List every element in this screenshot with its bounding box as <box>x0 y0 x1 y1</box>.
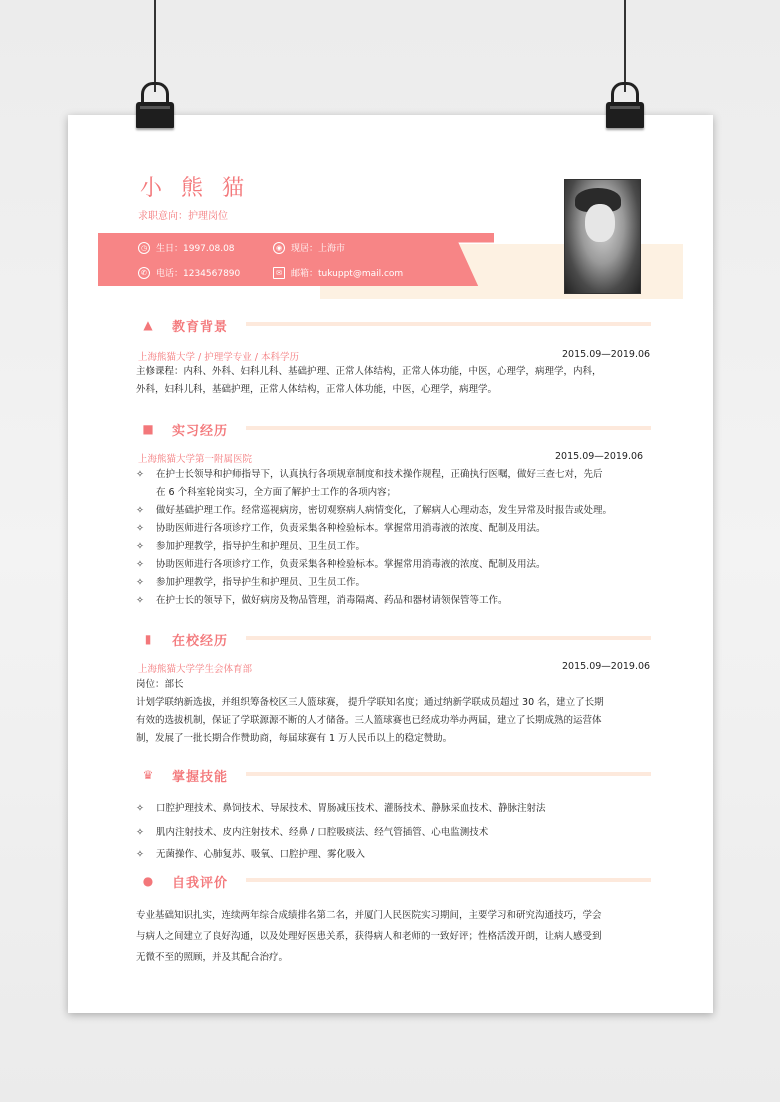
email-text: 邮箱：tukuppt@mail.com <box>291 269 404 279</box>
section-title: 实习经历 <box>172 423 229 439</box>
list-item: ✧ 无菌操作、心肺复苏、吸氧、口腔护理、雾化吸入 <box>136 849 366 860</box>
section-divider <box>246 878 651 882</box>
mail-icon: ✉ <box>273 267 285 279</box>
campus-date: 2015.09—2019.06 <box>562 661 651 672</box>
hanging-string-left <box>154 0 156 92</box>
residence-info <box>273 241 345 254</box>
hanging-string-right <box>624 0 626 92</box>
birth-info <box>138 241 235 254</box>
section-title: 教育背景 <box>172 319 229 335</box>
list-item: ✧ 参加护理教学，指导护生和护理员、卫生员工作。 <box>136 577 366 588</box>
section-divider <box>246 636 651 640</box>
candidate-name: 小 熊 猫 <box>140 176 250 201</box>
location-icon: ◉ <box>273 242 285 254</box>
job-intent: 求职意向：护理岗位 <box>138 211 228 222</box>
section-self-heading <box>140 872 228 890</box>
education-school: 上海熊猫大学 / 护理学专业 / 本科学历 <box>138 352 299 363</box>
section-divider <box>246 426 651 430</box>
campus-org: 上海熊猫大学学生会体育部 <box>138 664 253 675</box>
birth-text: 生日：1997.08.08 <box>156 244 235 254</box>
section-campus-heading <box>140 630 228 648</box>
campus-description: 计划学联纳新选拔，并组织筹备校区三人篮球赛， 提升学联知名度；通过纳新学联成员超过 30 名，建立了长期 有效的选拔机制，保证了学联源源不断的人才储备。三人篮球赛也已经成功举办两届，建立了长期成熟的运营体 制，发展了一批长期合作赞助商，每届球赛有 1 万人民币以上的稳定赞助。 <box>136 697 604 744</box>
campus-role: 岗位：部长 <box>136 679 184 690</box>
list-item: ✧ 在护士长领导和护师指导下，认真执行各项规章制度和技术操作规程，正确执行医嘱，做好三查七对，先后 <box>136 469 603 480</box>
list-item: ✧ 协助医师进行各项诊疗工作，负责采集各种检验标本。掌握常用消毒液的浓度、配制及用法。 <box>136 559 546 570</box>
section-skills-heading <box>140 766 228 784</box>
internship-date: 2015.09—2019.06 <box>555 451 644 462</box>
list-item: ✧ 协助医师进行各项诊疗工作，负责采集各种检验标本。掌握常用消毒液的浓度、配制及用法。 <box>136 523 546 534</box>
list-item: ✧ 在护士长的领导下，做好病房及物品管理，消毒隔离、药品和器材请领保管等工作。 <box>136 595 508 606</box>
clock-icon: ◷ <box>138 242 150 254</box>
list-item: ✧ 肌内注射技术、皮内注射技术、经鼻 / 口腔吸痰法、经气管插管、心电监测技术 <box>136 827 489 838</box>
section-divider <box>246 322 651 326</box>
section-divider <box>246 772 651 776</box>
phone-text: 电话：1234567890 <box>156 269 241 279</box>
binder-clip-right <box>606 82 644 134</box>
trophy-icon: ♛ <box>142 768 154 782</box>
list-item: ✧ 口腔护理技术、鼻饲技术、导尿技术、胃肠减压技术、灌肠技术、静脉采血技术、静脉注射法 <box>136 803 546 814</box>
list-item: ✧ 做好基础护理工作。经常巡视病房，密切观察病人病情变化，了解病人心理动态，发生异常及时报告或处理。 <box>136 505 613 516</box>
person-icon: ● <box>142 874 154 888</box>
section-title: 在校经历 <box>172 633 229 649</box>
email-info <box>273 266 403 279</box>
binder-clip-left <box>136 82 174 134</box>
building-icon: ▮ <box>144 632 152 646</box>
list-item: ✧ 参加护理教学，指导护生和护理员、卫生员工作。 <box>136 541 366 552</box>
phone-info <box>138 266 240 279</box>
graduation-cap-icon: ▲ <box>143 318 153 332</box>
education-date: 2015.09—2019.06 <box>562 349 651 360</box>
self-evaluation-text: 专业基础知识扎实，连续两年综合成绩排名第二名，并厦门人民医院实习期间，主要学习和研究沟通技巧，学会 与病人之间建立了良好沟通，以及处理好医患关系，获得病人和老师的一致好评；性格活泼开朗，让病人感受到 无微不至的照顾，并及其配合治疗。 <box>136 910 602 963</box>
briefcase-icon: ■ <box>142 422 154 436</box>
residence-text: 现居：上海市 <box>291 244 346 254</box>
phone-icon: ✆ <box>138 267 150 279</box>
profile-photo <box>564 179 641 294</box>
section-education-heading <box>140 316 228 334</box>
list-item: 在 6 个科室轮岗实习，全方面了解护士工作的各项内容； <box>156 487 397 498</box>
section-title: 自我评价 <box>172 875 229 891</box>
section-internship-heading <box>140 420 228 438</box>
education-courses: 主修课程：内科、外科、妇科儿科、基础护理、正常人体结构，正常人体功能，中医，心理学，病理学，内科， 外科，妇科儿科，基础护理，正常人体结构，正常人体功能，中医，心理学，病理学。 <box>136 366 602 395</box>
section-title: 掌握技能 <box>172 769 229 785</box>
internship-org: 上海熊猫大学第一附属医院 <box>138 454 253 465</box>
resume-sheet <box>68 115 713 1013</box>
